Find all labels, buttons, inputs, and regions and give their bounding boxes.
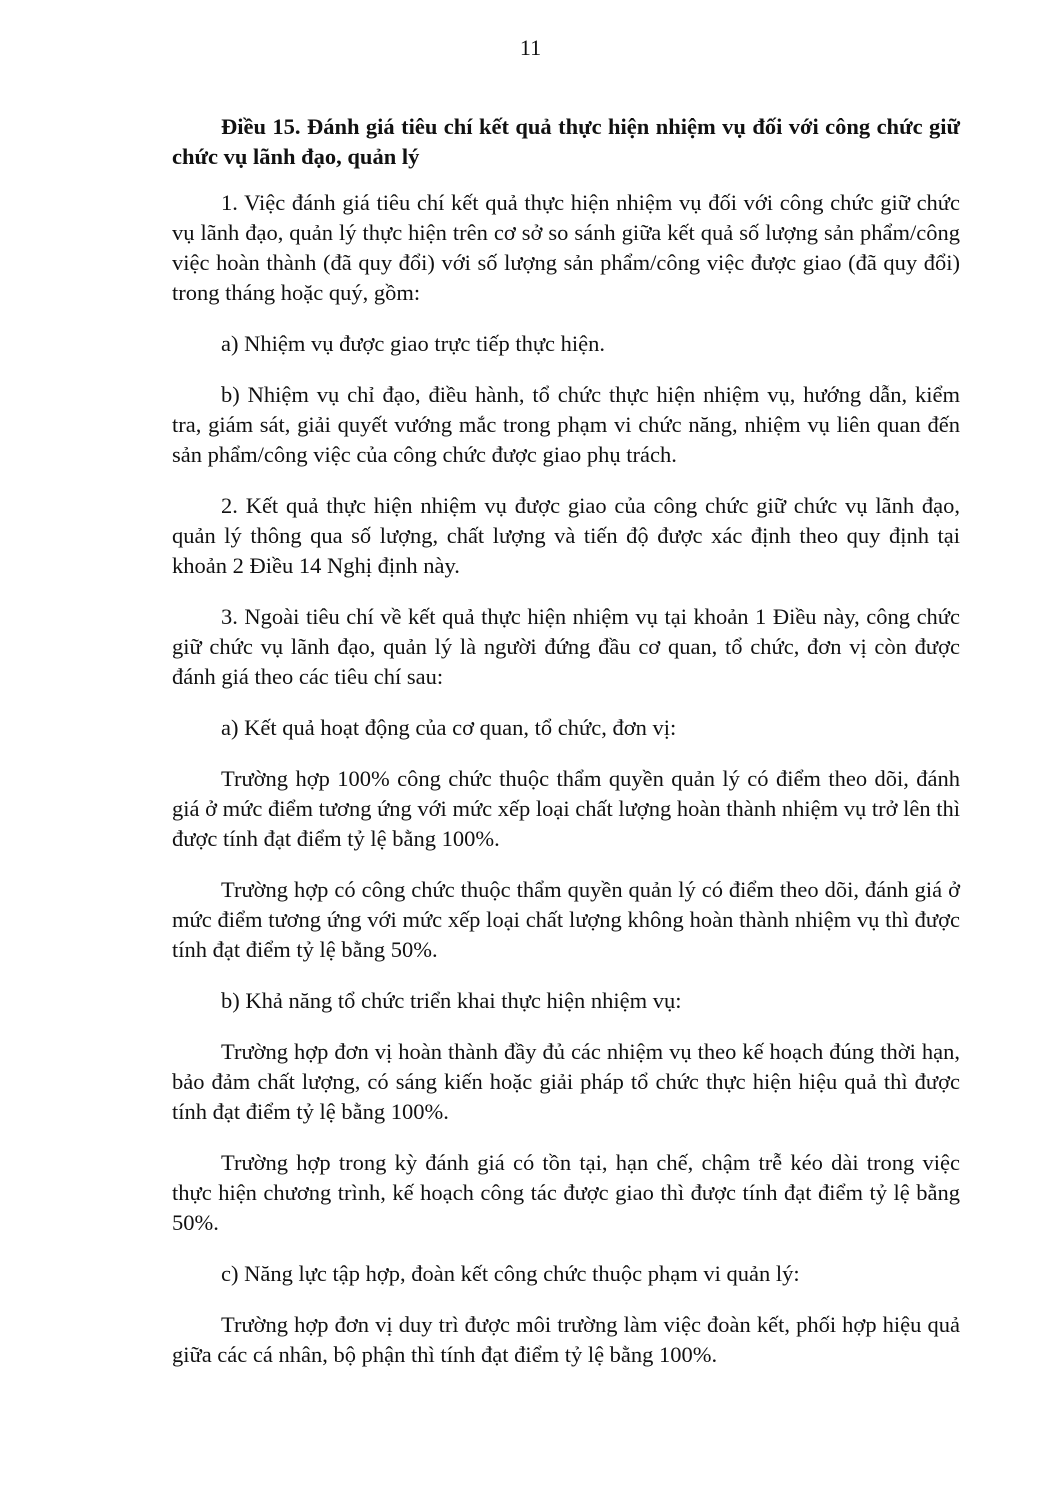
paragraph-3: 3. Ngoài tiêu chí về kết quả thực hiện nhiệm vụ tại khoản 1 Điều này, công chức giữ chức vụ lãnh đạo, quản lý là người đứng đầu cơ quan, tổ chức, đơn vị còn được đánh giá theo các tiêu chí sau:	[172, 604, 960, 689]
paragraph-3c: c) Năng lực tập hợp, đoàn kết công chức thuộc phạm vi quản lý:	[221, 1261, 800, 1286]
paragraph-1b: b) Nhiệm vụ chỉ đạo, điều hành, tổ chức thực hiện nhiệm vụ, hướng dẫn, kiểm tra, giám sát, giải quyết vướng mắc trong phạm vi chức năng, nhiệm vụ liên quan đến sản phẩm/công việc của công chức được giao phụ trách.	[172, 382, 960, 467]
paragraph-1a: a) Nhiệm vụ được giao trực tiếp thực hiện.	[221, 331, 605, 356]
paragraph-3c-case-1: Trường hợp đơn vị duy trì được môi trường làm việc đoàn kết, phối hợp hiệu quả giữa các cá nhân, bộ phận thì tính đạt điểm tỷ lệ bằng 100%.	[172, 1312, 960, 1367]
article-heading: Điều 15. Đánh giá tiêu chí kết quả thực hiện nhiệm vụ đối với công chức giữ chức vụ lãnh đạo, quản lý	[172, 114, 960, 169]
paragraph-3b: b) Khả năng tổ chức triển khai thực hiện nhiệm vụ:	[221, 988, 682, 1013]
article-body	[172, 112, 960, 1370]
page-number: 11	[519, 35, 542, 60]
paragraph-2: 2. Kết quả thực hiện nhiệm vụ được giao của công chức giữ chức vụ lãnh đạo, quản lý thông qua số lượng, chất lượng và tiến độ được xác định theo quy định tại khoản 2 Điều 14 Nghị định này.	[172, 493, 960, 578]
paragraph-3a: a) Kết quả hoạt động của cơ quan, tổ chức, đơn vị:	[221, 715, 677, 740]
paragraph-3b-case-1: Trường hợp đơn vị hoàn thành đầy đủ các nhiệm vụ theo kế hoạch đúng thời hạn, bảo đảm chất lượng, có sáng kiến hoặc giải pháp tổ chức thực hiện hiệu quả thì được tính đạt điểm tỷ lệ bằng 100%.	[172, 1039, 960, 1124]
paragraph-3b-case-2: Trường hợp trong kỳ đánh giá có tồn tại, hạn chế, chậm trễ kéo dài trong việc thực hiện chương trình, kế hoạch công tác được giao thì được tính đạt điểm tỷ lệ bằng 50%.	[172, 1150, 960, 1235]
paragraph-3a-case-1: Trường hợp 100% công chức thuộc thẩm quyền quản lý có điểm theo dõi, đánh giá ở mức điểm tương ứng với mức xếp loại chất lượng hoàn thành nhiệm vụ trở lên thì được tính đạt điểm tỷ lệ bằng 100%.	[172, 766, 960, 851]
paragraph-1: 1. Việc đánh giá tiêu chí kết quả thực hiện nhiệm vụ đối với công chức giữ chức vụ lãnh đạo, quản lý thực hiện trên cơ sở so sánh giữa kết quả số lượng sản phẩm/công việc hoàn thành (đã quy đổi) với số lượng sản phẩm/công việc được giao (đã quy đổi) trong tháng hoặc quý, gồm:	[172, 190, 960, 305]
paragraph-3a-case-2: Trường hợp có công chức thuộc thẩm quyền quản lý có điểm theo dõi, đánh giá ở mức điểm tương ứng với mức xếp loại chất lượng không hoàn thành nhiệm vụ thì được tính đạt điểm tỷ lệ bằng 50%.	[172, 877, 960, 962]
